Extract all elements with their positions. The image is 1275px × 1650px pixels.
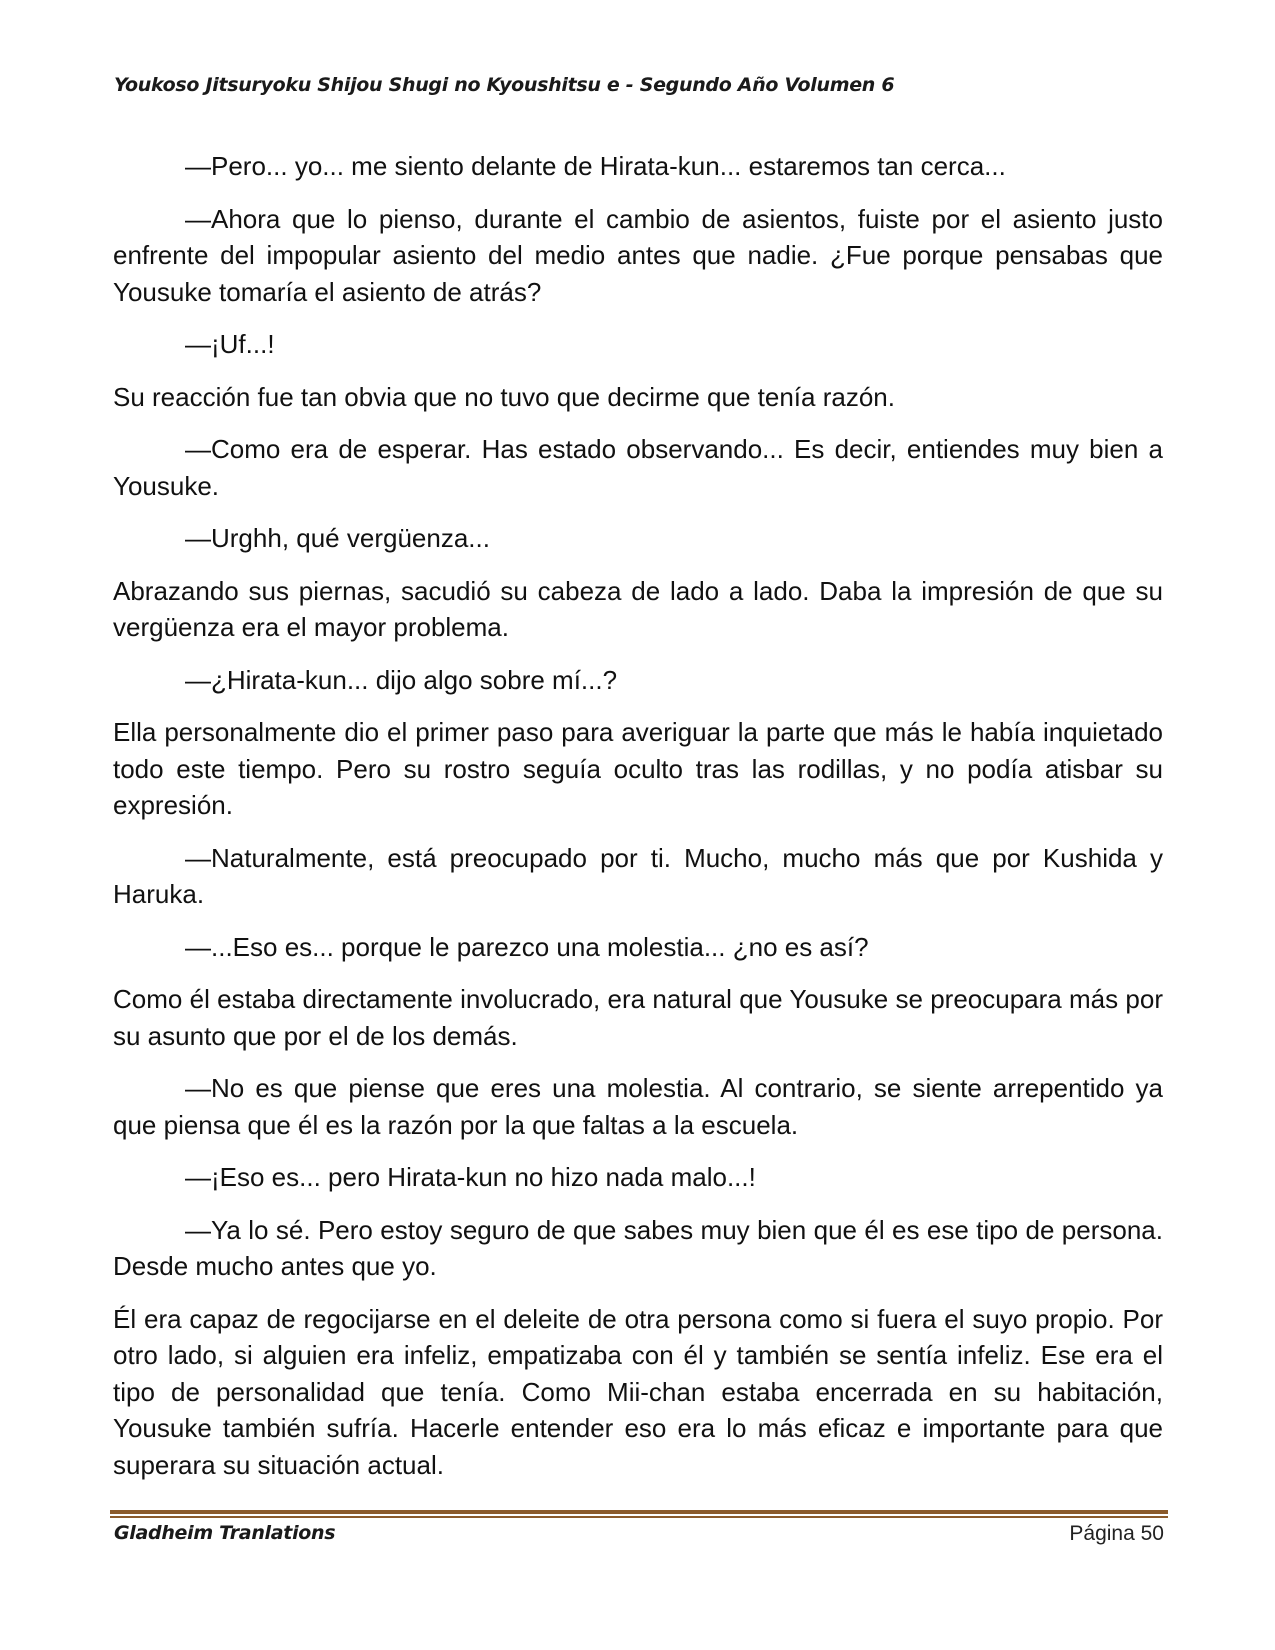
paragraph: —Como era de esperar. Has estado observando... Es decir, entiendes muy bien a Yousuke. xyxy=(113,434,1163,501)
paragraph: Abrazando sus piernas, sacudió su cabeza de lado a lado. Daba la impresión de que su vergüenza era el mayor problema. xyxy=(113,575,1163,642)
page-number: Página 50 xyxy=(1069,1522,1164,1545)
paragraph: —No es que piense que eres una molestia. Al contrario, se siente arrepentido ya que piensa que él es la razón por la que faltas a la escuela. xyxy=(113,1073,1163,1140)
running-header: Youkoso Jitsuryoku Shijou Shugi no Kyoushitsu e - Segundo Año Volumen 6 xyxy=(114,74,895,96)
footer-divider-thick xyxy=(110,1510,1168,1514)
paragraph: Él era capaz de regocijarse en el deleite de otra persona como si fuera el suyo propio. Por otro lado, si alguien era infeliz, empatizaba con él y también se sentía infeliz. Ese era el tipo de personalidad que tenía. Como Mii-chan estaba encerrada en su habitación, Yousuke también sufría. Hacerle entender eso era lo más eficaz e importante para que superara su situación actual. xyxy=(113,1303,1163,1480)
paragraph: —Ya lo sé. Pero estoy seguro de que sabes muy bien que él es ese tipo de persona. Desde mucho antes que yo. xyxy=(113,1214,1163,1281)
translator-credit: Gladheim Tranlations xyxy=(114,1522,336,1544)
paragraph: —Urghh, qué vergüenza... xyxy=(185,523,490,553)
footer-divider-thin xyxy=(110,1516,1168,1518)
page-body xyxy=(113,148,1163,1499)
paragraph: Ella personalmente dio el primer paso para averiguar la parte que más le había inquietado todo este tiempo. Pero su rostro seguía oculto tras las rodillas, y no podía atisbar su expresión. xyxy=(113,717,1163,820)
paragraph: —Ahora que lo pienso, durante el cambio de asientos, fuiste por el asiento justo enfrente del impopular asiento del medio antes que nadie. ¿Fue porque pensabas que Yousuke tomaría el asiento de atrás? xyxy=(113,203,1163,307)
paragraph: —...Eso es... porque le parezco una molestia... ¿no es así? xyxy=(185,931,869,962)
paragraph: Como él estaba directamente involucrado, era natural que Yousuke se preocupara más por su asunto que por el de los demás. xyxy=(113,984,1163,1051)
paragraph: Su reacción fue tan obvia que no tuvo que decirme que tenía razón. xyxy=(113,381,895,412)
paragraph: —Naturalmente, está preocupado por ti. Mucho, mucho más que por Kushida y Haruka. xyxy=(113,842,1163,909)
paragraph: —¡Uf...! xyxy=(185,329,275,359)
footer-divider xyxy=(110,1510,1168,1518)
paragraph: —¡Eso es... pero Hirata-kun no hizo nada malo...! xyxy=(185,1162,756,1192)
paragraph: —¿Hirata-kun... dijo algo sobre mí...? xyxy=(185,664,618,695)
paragraph: —Pero... yo... me siento delante de Hirata-kun... estaremos tan cerca... xyxy=(185,151,1006,181)
